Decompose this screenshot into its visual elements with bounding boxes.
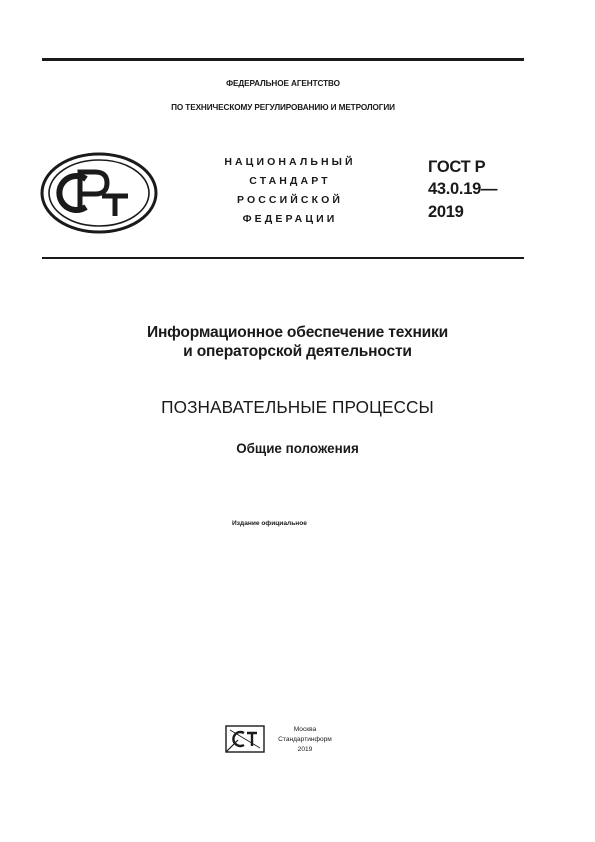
publisher-year: 2019 bbox=[297, 746, 313, 753]
designation-line-2: 43.0.19— bbox=[428, 180, 498, 198]
designation-line-1: ГОСТ Р bbox=[428, 158, 486, 176]
designation-line-3: 2019 bbox=[428, 203, 464, 221]
title-line-1: Информационное обеспечение техники bbox=[146, 324, 449, 341]
rst-emblem-icon bbox=[40, 152, 158, 234]
title-line-2: и операторской деятельности bbox=[183, 343, 412, 360]
top-rule bbox=[42, 58, 524, 61]
publisher-city: Москва bbox=[293, 726, 317, 733]
standard-type-line-1: НАЦИОНАЛЬНЫЙ bbox=[224, 156, 356, 168]
subtitle: Общие положения bbox=[236, 441, 359, 456]
publisher-name: Стандартинформ bbox=[278, 736, 332, 743]
middle-rule bbox=[42, 257, 524, 259]
standard-type-line-3: РОССИЙСКОЙ bbox=[237, 194, 343, 206]
standard-type-line-4: ФЕДЕРАЦИИ bbox=[242, 213, 338, 225]
main-title: ПОЗНАВАТЕЛЬНЫЕ ПРОЦЕССЫ bbox=[161, 397, 434, 417]
agency-line-1: ФЕДЕРАЛЬНОЕ АГЕНТСТВО bbox=[226, 79, 340, 88]
standartinform-logo-icon bbox=[225, 725, 265, 753]
edition-note: Издание официальное bbox=[232, 520, 307, 527]
standard-type-line-2: СТАНДАРТ bbox=[249, 175, 331, 187]
agency-line-2: ПО ТЕХНИЧЕСКОМУ РЕГУЛИРОВАНИЮ И МЕТРОЛОГИИ bbox=[171, 103, 395, 112]
